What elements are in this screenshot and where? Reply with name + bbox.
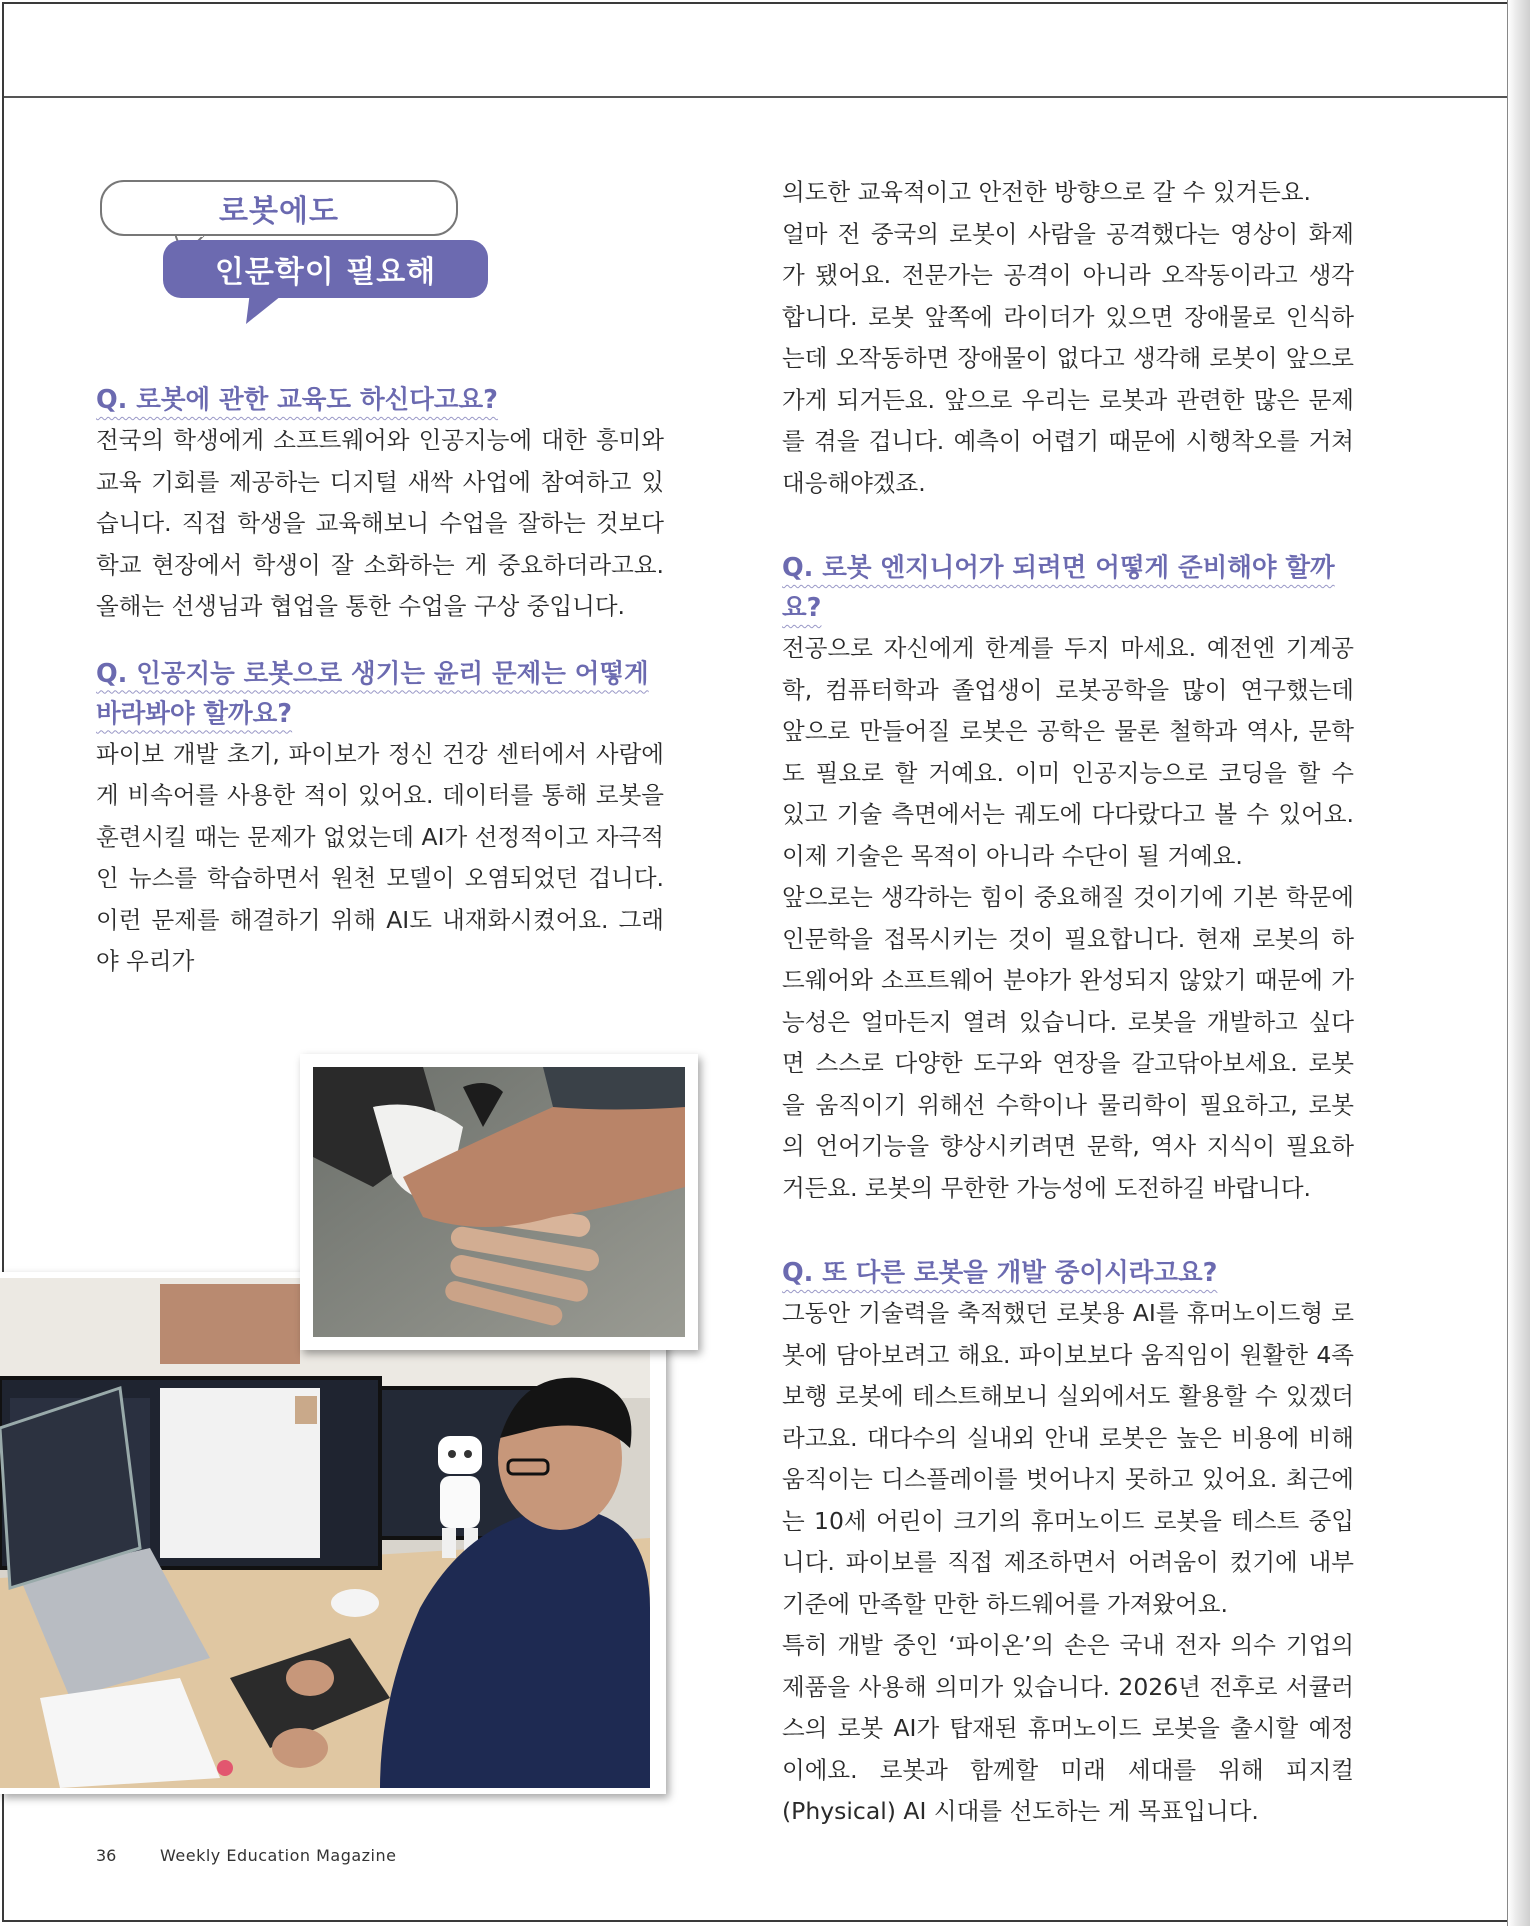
question-2: Q. 인공지능 로봇으로 생기는 윤리 문제는 어떻게 바라봐야 할까요? bbox=[96, 658, 649, 729]
question-3: Q. 로봇 엔지니어가 되려면 어떻게 준비해야 할까요? bbox=[782, 553, 1335, 623]
left-column bbox=[96, 380, 664, 983]
answer-3: 전공으로 자신에게 한계를 두지 마세요. 예전엔 기계공학, 컴퓨터학과 졸업생이 로봇공학을 많이 연구했는데 앞으로 만들어질 로봇은 공학은 물론 철학과 역사, 문학도 필요로 할 거예요. 이미 인공지능으로 코딩을 할 수 있고 기술 측면에서는 궤도에 다다랐다고 볼 수 있어요. 이제 기술은 목적이 아니라 수단이 될 거예요. bbox=[782, 634, 1354, 870]
heading-line-1: 로봇에도 bbox=[219, 194, 339, 229]
bubble-tail-2 bbox=[240, 292, 290, 326]
answer-4b: 특히 개발 중인 ‘파이온’의 손은 국내 전자 의수 기업의 제품을 사용해 의미가 있습니다. 2026년 전후로 서큘러스의 로봇 AI가 탑재된 휴머노이드 로봇을 출시할 예정이에요. 로봇과 함께할 미래 세대를 위해 피지컬(Physical) AI 시대를 선도하는 게 목표입니다. bbox=[782, 1631, 1354, 1825]
page-edge bbox=[1507, 0, 1530, 1926]
answer-1: 전국의 학생에게 소프트웨어와 인공지능에 대한 흥미와 교육 기회를 제공하는 디지털 새싹 사업에 참여하고 있습니다. 직접 학생을 교육해보니 수업을 잘하는 것보다 학교 현장에서 학생이 잘 소화하는 게 중요하더라고요. 올해는 선생님과 협업을 통한 수업을 구상 중입니다. bbox=[96, 426, 664, 620]
heading-bubble-bottom bbox=[163, 240, 488, 298]
heading-bubble-top bbox=[100, 180, 458, 236]
answer-2-continued-2: 얼마 전 중국의 로봇이 사람을 공격했다는 영상이 화제가 됐어요. 전문가는 공격이 아니라 오작동이라고 생각합니다. 로봇 앞쪽에 라이더가 있으면 장애물로 인식하는데 오작동하면 장애물이 없다고 생각해 로봇이 앞으로 가게 되거든요. 앞으로 우리는 로봇과 관련한 많은 문제를 겪을 겁니다. 예측이 어렵기 때문에 시행착오를 거쳐 대응해야겠죠. bbox=[782, 219, 1354, 497]
answer-2-continued: 의도한 교육적이고 안전한 방향으로 갈 수 있거든요. bbox=[782, 178, 1312, 206]
developer-photo-image bbox=[0, 1278, 650, 1788]
question-4: Q. 또 다른 로봇을 개발 중이시라고요? bbox=[782, 1258, 1218, 1288]
right-column bbox=[782, 172, 1354, 1833]
page-number: 36 bbox=[96, 1846, 117, 1865]
answer-2: 파이보 개발 초기, 파이보가 정신 건강 센터에서 사람에게 비속어를 사용한 적이 있어요. 데이터를 통해 로봇을 훈련시킬 때는 문제가 없었는데 AI가 선정적이고 자극적인 뉴스를 학습하면서 원천 모델이 오염되었던 겁니다. 이런 문제를 해결하기 위해 AI도 내재화시켰어요. 그래야 우리가 bbox=[96, 739, 664, 975]
magazine-name: Weekly Education Magazine bbox=[160, 1846, 397, 1865]
header-rule bbox=[4, 96, 1516, 98]
answer-3b: 앞으로는 생각하는 힘이 중요해질 것이기에 기본 학문에 인문학을 접목시키는 것이 필요합니다. 현재 로봇의 하드웨어와 소프트웨어 분야가 완성되지 않았기 때문에 가능성은 얼마든지 열려 있습니다. 로봇을 개발하고 싶다면 스스로 다양한 도구와 연장을 갈고닦아보세요. 로봇을 움직이기 위해선 수학이나 물리학이 필요하고, 로봇의 언어기능을 향상시키려면 문학, 역사 지식이 필요하거든요. 로봇의 무한한 가능성에 도전하길 바랍니다. bbox=[782, 883, 1354, 1202]
answer-4: 그동안 기술력을 축적했던 로봇용 AI를 휴머노이드형 로봇에 담아보려고 해요. 파이보보다 움직임이 원활한 4족 보행 로봇에 테스트해보니 실외에서도 활용할 수 있겠더라고요. 대다수의 실내외 안내 로봇은 높은 비용에 비해 움직이는 디스플레이를 벗어나지 못하고 있어요. 최근에는 10세 어린이 크기의 휴머노이드 로봇을 테스트 중입니다. 파이보를 직접 제조하면서 어려움이 컸기에 내부 기준에 만족할 만한 하드웨어를 가져왔어요. bbox=[782, 1299, 1354, 1618]
photo-developer bbox=[0, 1272, 666, 1794]
question-1: Q. 로봇에 관한 교육도 하신다고요? bbox=[96, 385, 498, 415]
photo-handshake bbox=[300, 1054, 698, 1350]
heading-line-2: 인문학이 필요해 bbox=[214, 255, 437, 290]
handshake-photo-image bbox=[313, 1067, 685, 1337]
